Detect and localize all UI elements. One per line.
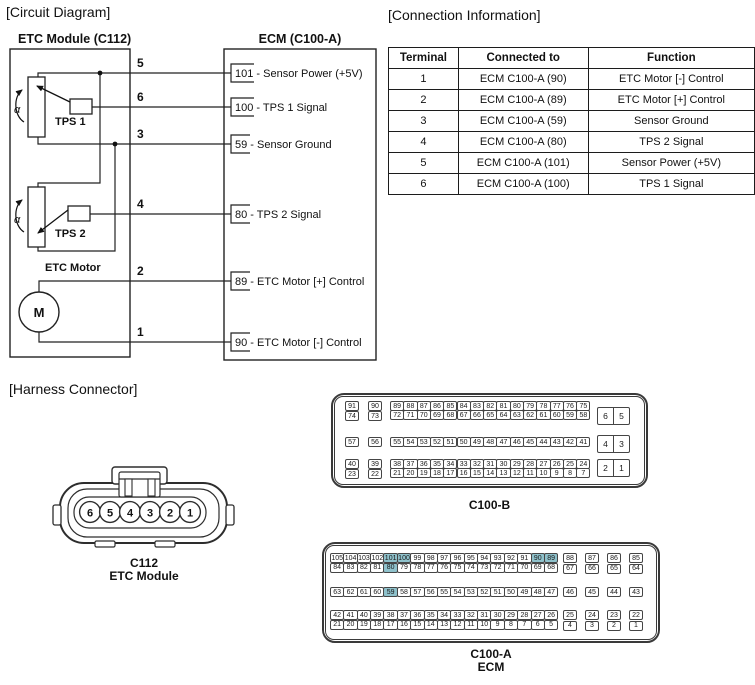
c100a-pin-104: 104 xyxy=(344,554,357,562)
c100b-pin-46: 46 xyxy=(510,437,524,447)
ecm-pin-label-89: 89 - ETC Motor [+] Control xyxy=(235,276,365,288)
c100b-pin-44: 44 xyxy=(536,437,550,447)
table-row xyxy=(389,90,755,111)
c100a-pin-22: 22 xyxy=(629,610,643,620)
c112-pin-number: 4 xyxy=(126,507,134,520)
c112-sublabel: ETC Module xyxy=(109,569,179,583)
c100b-pin-20: 20 xyxy=(403,468,417,478)
connection-information-title: [Connection Information] xyxy=(388,7,541,23)
c100a-pin-76: 76 xyxy=(437,563,451,573)
c100a-label: C100-A xyxy=(470,647,512,661)
c100a-pin-83: 83 xyxy=(343,563,357,573)
c100b-pin-19: 19 xyxy=(417,468,431,478)
c100b-pin-83: 83 xyxy=(470,401,484,411)
c100a-pin-77: 77 xyxy=(424,563,438,573)
c100b-pin-10: 10 xyxy=(536,468,550,478)
c100a-pin-27: 27 xyxy=(531,610,545,620)
c100b-pin-29: 29 xyxy=(510,459,524,469)
c100a-pin-68: 68 xyxy=(544,563,558,573)
c100a-pin-90: 90 xyxy=(531,553,545,563)
c100a-pin-25: 25 xyxy=(563,610,577,620)
c100a-pin-55: 55 xyxy=(437,587,451,597)
c100a-pin-67: 67 xyxy=(563,564,577,574)
ecm-pin-label-101: 101 - Sensor Power (+5V) xyxy=(235,68,363,80)
tps2-potentiometer xyxy=(28,187,45,247)
c100a-pin-99: 99 xyxy=(410,553,424,563)
c100b-pin-62: 62 xyxy=(523,410,537,420)
table-cell: ECM C100-A (100) xyxy=(458,174,588,195)
tps1-label: TPS 1 xyxy=(55,116,86,128)
c100b-pin-68: 68 xyxy=(443,410,457,420)
table-row xyxy=(389,174,755,195)
c100b-pin-67: 67 xyxy=(457,410,471,420)
c100a-pin-35: 35 xyxy=(424,610,438,620)
table-cell: 1 xyxy=(389,69,459,90)
c100a-pin-49: 49 xyxy=(517,587,531,597)
c100a-pin-3: 3 xyxy=(585,621,599,631)
c100b-pin-40: 40 xyxy=(345,459,359,469)
table-row xyxy=(389,132,755,153)
c100a-pin-28: 28 xyxy=(517,610,531,620)
c100a-pin-71: 71 xyxy=(504,563,518,573)
terminal-number-3: 3 xyxy=(137,127,144,141)
c100a-pin-32: 32 xyxy=(464,610,478,620)
c100a-pin-60: 60 xyxy=(370,587,384,597)
c100a-pin-59: 59 xyxy=(383,587,397,597)
c100b-pin-24: 24 xyxy=(576,459,590,469)
column-header: Function xyxy=(588,48,754,69)
table-cell: 3 xyxy=(389,111,459,132)
table-cell: TPS 2 Signal xyxy=(588,132,754,153)
c100a-pin-8: 8 xyxy=(504,620,518,630)
c100b-pin-50: 50 xyxy=(457,437,471,447)
c100b-pin-90: 90 xyxy=(368,401,382,411)
table-cell: ETC Motor [-] Control xyxy=(588,69,754,90)
table-row xyxy=(389,69,755,90)
junction-dot-1 xyxy=(98,71,103,76)
c100a-pin-7: 7 xyxy=(517,620,531,630)
c100b-pin-35: 35 xyxy=(430,459,444,469)
c100a-pin-93: 93 xyxy=(490,553,504,563)
c112-bottom-bump-left xyxy=(95,541,115,547)
c100a-pin-46: 46 xyxy=(563,587,577,597)
c100a-pin-41: 41 xyxy=(343,610,357,620)
c100a-pin-95: 95 xyxy=(464,553,478,563)
c100a-pin-98: 98 xyxy=(424,553,438,563)
c100b-pin-16: 16 xyxy=(457,468,471,478)
table-cell: 6 xyxy=(389,174,459,195)
c100a-pin-94: 94 xyxy=(477,553,491,563)
table-header-row xyxy=(389,48,755,69)
tps1-box xyxy=(70,99,92,114)
c100a-pin-73: 73 xyxy=(477,563,491,573)
c100a-pin-23: 23 xyxy=(607,610,621,620)
c100b-pin-81: 81 xyxy=(496,401,510,411)
c100b-pin-18: 18 xyxy=(430,468,444,478)
c100a-pin-79: 79 xyxy=(397,563,411,573)
ecm-pin-label-90: 90 - ETC Motor [-] Control xyxy=(235,337,362,349)
c100b-pin-80: 80 xyxy=(510,401,524,411)
table-cell: 5 xyxy=(389,153,459,174)
terminal-number-2: 2 xyxy=(137,264,144,278)
c112-connector xyxy=(40,458,240,556)
c100b-pin-15: 15 xyxy=(470,468,484,478)
c100b-label: C100-B xyxy=(468,498,511,512)
c100a-pin-11: 11 xyxy=(464,620,478,630)
c100b-pin-38: 38 xyxy=(390,459,404,469)
c100b-pin-28: 28 xyxy=(523,459,537,469)
c100a-pin-101: 101 xyxy=(384,554,397,562)
terminal-number-5: 5 xyxy=(137,56,144,70)
c100a-pin-100: 100 xyxy=(398,554,410,562)
c100a-pin-64: 64 xyxy=(629,564,643,574)
c100b-pin-84: 84 xyxy=(457,401,471,411)
c112-right-ear xyxy=(226,505,234,525)
c100a-pin-97: 97 xyxy=(437,553,451,563)
table-cell: 2 xyxy=(389,90,459,111)
c100b-connector xyxy=(331,393,648,488)
c100b-side-box xyxy=(597,407,630,425)
c100a-pin-5: 5 xyxy=(544,620,558,630)
c100b-pin-3: 3 xyxy=(619,439,624,449)
c112-label: C112 xyxy=(129,556,159,570)
c100b-pin-7: 7 xyxy=(576,468,590,478)
c100b-pin-45: 45 xyxy=(523,437,537,447)
c100b-pin-11: 11 xyxy=(523,468,537,478)
c100a-pin-44: 44 xyxy=(607,587,621,597)
c100b-pin-21: 21 xyxy=(390,468,404,478)
c100a-pin-6: 6 xyxy=(531,620,545,630)
c100b-pin-69: 69 xyxy=(430,410,444,420)
c112-latch-post-right xyxy=(148,479,155,496)
c100a-pin-37: 37 xyxy=(397,610,411,620)
c100b-pin-13: 13 xyxy=(496,468,510,478)
c100b-pin-47: 47 xyxy=(496,437,510,447)
c100b-pin-23: 23 xyxy=(345,469,359,479)
c100b-pin-41: 41 xyxy=(576,437,590,447)
c100a-pin-57: 57 xyxy=(410,587,424,597)
c100a-pin-56: 56 xyxy=(424,587,438,597)
table-cell: TPS 1 Signal xyxy=(588,174,754,195)
c100b-pin-14: 14 xyxy=(483,468,497,478)
terminal-number-6: 6 xyxy=(137,90,144,104)
c100b-pin-60: 60 xyxy=(550,410,564,420)
c100a-pin-65: 65 xyxy=(607,564,621,574)
c100a-pin-38: 38 xyxy=(383,610,397,620)
column-header: Terminal xyxy=(389,48,459,69)
etc-motor-label: ETC Motor xyxy=(45,262,101,274)
c100a-pin-18: 18 xyxy=(370,620,384,630)
c100a-pin-52: 52 xyxy=(477,587,491,597)
c100a-pin-9: 9 xyxy=(490,620,504,630)
c100b-pin-9: 9 xyxy=(550,468,564,478)
tps2-label: TPS 2 xyxy=(55,228,86,240)
c100b-pin-53: 53 xyxy=(417,437,431,447)
c100a-pin-102: 102 xyxy=(371,554,384,562)
c100a-pin-19: 19 xyxy=(357,620,371,630)
c112-pin-number: 2 xyxy=(166,507,174,520)
c100a-pin-92: 92 xyxy=(504,553,518,563)
c100b-pin-36: 36 xyxy=(417,459,431,469)
c100b-pin-78: 78 xyxy=(536,401,550,411)
c100a-pin-45: 45 xyxy=(585,587,599,597)
c100b-pin-26: 26 xyxy=(550,459,564,469)
c100b-pin-2: 2 xyxy=(598,460,614,476)
c100a-pin-31: 31 xyxy=(477,610,491,620)
terminal-number-4: 4 xyxy=(137,197,144,211)
table-row xyxy=(389,111,755,132)
harness-connector-title: [Harness Connector] xyxy=(9,381,138,397)
c100b-pin-71: 71 xyxy=(403,410,417,420)
c100a-pin-70: 70 xyxy=(517,563,531,573)
c112-pin-number: 6 xyxy=(86,507,94,520)
c100a-pin-58: 58 xyxy=(397,587,411,597)
c100a-pin-103: 103 xyxy=(358,554,370,562)
c100a-pin-89: 89 xyxy=(544,553,558,563)
c100b-pin-27: 27 xyxy=(536,459,550,469)
c100a-pin-33: 33 xyxy=(450,610,464,620)
c100b-pin-89: 89 xyxy=(390,401,404,411)
c100b-pin-32: 32 xyxy=(470,459,484,469)
motor-symbol: M xyxy=(33,305,45,320)
c100b-pin-82: 82 xyxy=(483,401,497,411)
c100a-pin-62: 62 xyxy=(343,587,357,597)
table-cell: ECM C100-A (90) xyxy=(458,69,588,90)
c100b-pin-34: 34 xyxy=(443,459,457,469)
c100b-pin-91: 91 xyxy=(345,401,359,411)
c100b-pin-73: 73 xyxy=(368,411,382,421)
c100a-pin-42: 42 xyxy=(330,610,344,620)
connection-info-table xyxy=(388,47,755,195)
c112-pin-number: 1 xyxy=(186,507,194,520)
c100a-pin-26: 26 xyxy=(544,610,558,620)
c100b-pin-42: 42 xyxy=(563,437,577,447)
c100a-pin-16: 16 xyxy=(397,620,411,630)
c100a-pin-30: 30 xyxy=(490,610,504,620)
c100b-pin-30: 30 xyxy=(496,459,510,469)
c100a-pin-2: 2 xyxy=(607,621,621,631)
c100b-pin-74: 74 xyxy=(345,411,359,421)
c100a-pin-17: 17 xyxy=(383,620,397,630)
c100b-pin-64: 64 xyxy=(496,410,510,420)
c100b-pin-57: 57 xyxy=(345,437,359,447)
c100b-pin-88: 88 xyxy=(403,401,417,411)
c100b-pin-56: 56 xyxy=(368,437,382,447)
c100b-pin-65: 65 xyxy=(483,410,497,420)
c100a-pin-4: 4 xyxy=(563,621,577,631)
c100a-pin-47: 47 xyxy=(544,587,558,597)
ecm-box-label: ECM (C100-A) xyxy=(258,32,342,46)
c100a-pin-13: 13 xyxy=(437,620,451,630)
c100a-pin-96: 96 xyxy=(450,553,464,563)
table-cell: ECM C100-A (89) xyxy=(458,90,588,111)
table-cell: 4 xyxy=(389,132,459,153)
c100b-pin-25: 25 xyxy=(563,459,577,469)
c100b-pin-58: 58 xyxy=(576,410,590,420)
c100a-pin-34: 34 xyxy=(437,610,451,620)
wires xyxy=(38,73,231,342)
c100b-pin-61: 61 xyxy=(536,410,550,420)
c100a-pin-1: 1 xyxy=(629,621,643,631)
table-cell: ETC Motor [+] Control xyxy=(588,90,754,111)
c100a-pin-84: 84 xyxy=(330,563,344,573)
c100b-pin-8: 8 xyxy=(563,468,577,478)
c100b-pin-6: 6 xyxy=(598,408,614,424)
wire-branch-tps2-power xyxy=(38,73,100,187)
c100a-pin-50: 50 xyxy=(504,587,518,597)
tps2-alpha-symbol: α xyxy=(14,214,21,226)
c100a-pin-51: 51 xyxy=(490,587,504,597)
ecm-pin-label-59: 59 - Sensor Ground xyxy=(235,139,332,151)
c112-pin-number: 5 xyxy=(106,507,114,520)
c100a-pin-39: 39 xyxy=(370,610,384,620)
ecm-pin-label-80: 80 - TPS 2 Signal xyxy=(235,209,322,221)
c100b-pin-72: 72 xyxy=(390,410,404,420)
c100b-pin-63: 63 xyxy=(510,410,524,420)
table-cell: Sensor Power (+5V) xyxy=(588,153,754,174)
circuit-diagram-title: [Circuit Diagram] xyxy=(6,4,111,20)
c100b-pin-37: 37 xyxy=(403,459,417,469)
etc-module-box-label: ETC Module (C112) xyxy=(18,32,132,46)
c100a-pin-15: 15 xyxy=(410,620,424,630)
tps1-potentiometer xyxy=(28,77,45,137)
c100a-sublabel: ECM xyxy=(477,660,505,674)
table-row xyxy=(389,153,755,174)
c100a-pin-54: 54 xyxy=(450,587,464,597)
c100a-pin-91: 91 xyxy=(517,553,531,563)
c100a-pin-40: 40 xyxy=(357,610,371,620)
c100a-pin-69: 69 xyxy=(531,563,545,573)
c100b-pin-49: 49 xyxy=(470,437,484,447)
c100b-pin-86: 86 xyxy=(430,401,444,411)
c100a-pin-14: 14 xyxy=(424,620,438,630)
c100a-pin-78: 78 xyxy=(410,563,424,573)
table-cell: ECM C100-A (80) xyxy=(458,132,588,153)
c100a-connector xyxy=(322,542,660,643)
c100a-pin-105: 105 xyxy=(331,554,344,562)
c100a-pin-87: 87 xyxy=(585,553,599,563)
c100b-pin-87: 87 xyxy=(417,401,431,411)
c100b-pin-76: 76 xyxy=(563,401,577,411)
c100b-pin-52: 52 xyxy=(430,437,444,447)
c100a-pin-29: 29 xyxy=(504,610,518,620)
table-cell: ECM C100-A (59) xyxy=(458,111,588,132)
wire-1 xyxy=(39,332,231,342)
c100b-pin-75: 75 xyxy=(576,401,590,411)
circuit-diagram xyxy=(0,28,390,375)
c100b-pin-51: 51 xyxy=(443,437,457,447)
table-cell: ECM C100-A (101) xyxy=(458,153,588,174)
c100a-pin-63: 63 xyxy=(330,587,344,597)
c100b-pin-1: 1 xyxy=(619,463,624,473)
c100a-pin-12: 12 xyxy=(450,620,464,630)
c100b-pin-39: 39 xyxy=(368,459,382,469)
c100b-pin-22: 22 xyxy=(368,469,382,479)
c100a-pin-61: 61 xyxy=(357,587,371,597)
tps1-alpha-symbol: α xyxy=(14,104,21,116)
c100b-pin-4: 4 xyxy=(598,436,614,452)
c100b-pin-43: 43 xyxy=(550,437,564,447)
c100b-side-box xyxy=(597,435,630,453)
c100a-pin-74: 74 xyxy=(464,563,478,573)
wire-5 xyxy=(38,73,231,77)
c100a-pin-81: 81 xyxy=(370,563,384,573)
c112-pin-number: 3 xyxy=(146,507,154,520)
c100a-pin-43: 43 xyxy=(629,587,643,597)
c100a-pin-82: 82 xyxy=(357,563,371,573)
c100a-pin-21: 21 xyxy=(330,620,344,630)
c100b-pin-77: 77 xyxy=(550,401,564,411)
c100b-pin-12: 12 xyxy=(510,468,524,478)
c100a-pin-24: 24 xyxy=(585,610,599,620)
c100a-pin-48: 48 xyxy=(531,587,545,597)
tps2-box xyxy=(68,206,90,221)
wire-2 xyxy=(39,281,231,292)
c112-bottom-bump-right xyxy=(155,541,175,547)
wire-3 xyxy=(38,137,231,144)
column-header: Connected to xyxy=(458,48,588,69)
c100b-pin-54: 54 xyxy=(403,437,417,447)
c100a-pin-88: 88 xyxy=(563,553,577,563)
junction-dot-2 xyxy=(113,142,118,147)
c100b-pin-59: 59 xyxy=(563,410,577,420)
c100b-pin-31: 31 xyxy=(483,459,497,469)
c100a-pin-75: 75 xyxy=(450,563,464,573)
c100b-pin-70: 70 xyxy=(417,410,431,420)
c100a-pin-20: 20 xyxy=(343,620,357,630)
c100a-pin-72: 72 xyxy=(490,563,504,573)
c112-latch-post-left xyxy=(125,479,132,496)
c100b-pin-85: 85 xyxy=(443,401,457,411)
c100a-pin-80: 80 xyxy=(383,563,397,573)
c100a-pin-66: 66 xyxy=(585,564,599,574)
c100a-pin-86: 86 xyxy=(607,553,621,563)
table-cell: Sensor Ground xyxy=(588,111,754,132)
c100b-pin-66: 66 xyxy=(470,410,484,420)
c100b-side-box xyxy=(597,459,630,477)
c100b-pin-48: 48 xyxy=(483,437,497,447)
c100a-pin-10: 10 xyxy=(477,620,491,630)
ecm-pin-label-100: 100 - TPS 1 Signal xyxy=(235,102,328,114)
c100b-pin-33: 33 xyxy=(457,459,471,469)
c100a-pin-36: 36 xyxy=(410,610,424,620)
terminal-number-1: 1 xyxy=(137,325,144,339)
c100a-pin-85: 85 xyxy=(629,553,643,563)
c100b-pin-79: 79 xyxy=(523,401,537,411)
c100b-pin-17: 17 xyxy=(443,468,457,478)
c100a-pin-53: 53 xyxy=(464,587,478,597)
c100b-pin-5: 5 xyxy=(619,411,624,421)
c112-left-ear xyxy=(53,505,61,525)
c100b-pin-55: 55 xyxy=(390,437,404,447)
